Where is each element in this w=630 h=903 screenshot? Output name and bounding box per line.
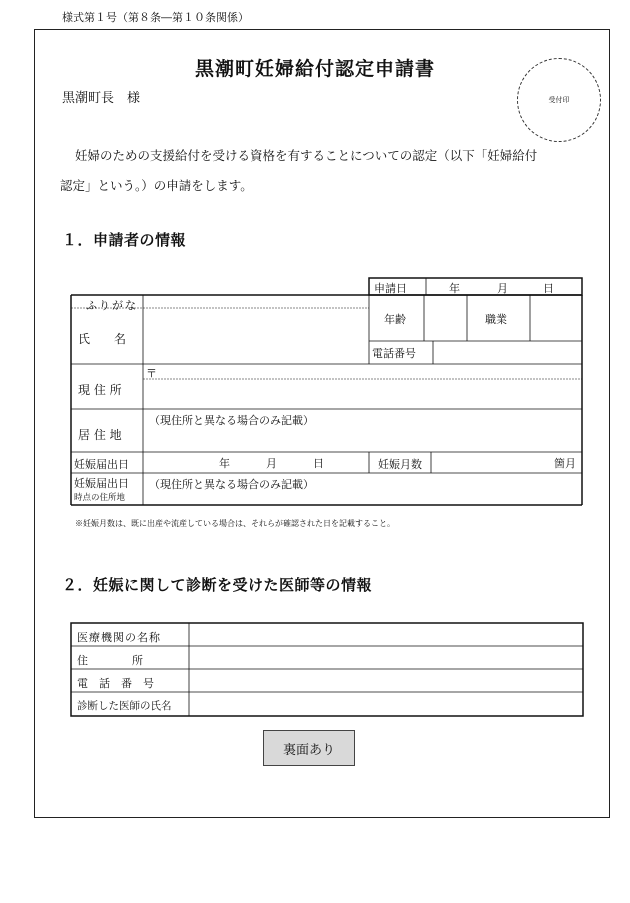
name-label: 氏 名 — [78, 332, 127, 346]
table-row-label: 住 所 — [77, 654, 143, 667]
name-input[interactable] — [146, 310, 366, 362]
table-row-label: 医療機関の名称 — [77, 631, 161, 644]
date-day: 日 — [543, 282, 554, 295]
furigana-label: ふりがな — [86, 299, 138, 312]
age-label: 年齢 — [384, 313, 406, 326]
date-year: 年 — [449, 282, 460, 295]
section1-heading: １．申請者の情報 — [62, 231, 187, 249]
months-unit: 箇月 — [554, 457, 576, 470]
back-side-button[interactable]: 裏面あり — [263, 730, 355, 766]
pregnancy-address-note: （現住所と異なる場合のみ記載） — [149, 478, 314, 491]
stamp-label: 受付印 — [548, 96, 570, 104]
postal-mark: 〒 — [146, 367, 157, 380]
table-row-label: 電 話 番 号 — [77, 677, 154, 690]
intro-line-1: 妊婦のための支援給付を受ける資格を有することについての認定（以下「妊婦給付 — [75, 148, 538, 163]
form-title: 黒潮町妊婦給付認定申請書 — [194, 58, 435, 80]
preg-day: 日 — [313, 457, 324, 470]
residence-label: 居 住 地 — [78, 428, 122, 442]
occupation-label: 職業 — [485, 313, 507, 326]
table-row-label: 診断した医師の氏名 — [77, 700, 172, 712]
residence-note: （現住所と異なる場合のみ記載） — [149, 414, 314, 427]
pregnancy-date-label: 妊娠届出日 — [74, 458, 129, 471]
date-month: 月 — [497, 282, 508, 295]
phone-label: 電話番号 — [372, 347, 416, 360]
pregnancy-address-label-2: 時点の住所地 — [74, 493, 126, 503]
pregnancy-months-label: 妊娠月数 — [378, 458, 422, 471]
preg-year: 年 — [219, 457, 230, 470]
months-footnote: ※妊娠月数は、既に出産や流産している場合は、それらが確認された日を記載すること。 — [75, 519, 395, 528]
application-date-label: 申請日 — [374, 282, 407, 295]
pregnancy-address-label-1: 妊娠届出日 — [74, 477, 129, 490]
addressee: 黒潮町長 様 — [62, 91, 141, 106]
section2-heading: ２．妊娠に関して診断を受けた医師等の情報 — [62, 576, 373, 594]
address-label: 現 住 所 — [78, 383, 122, 397]
intro-line-2: 認定」という。）の申請をします。 — [60, 178, 253, 193]
preg-month: 月 — [266, 457, 277, 470]
form-number: 様式第１号（第８条―第１０条関係） — [62, 11, 249, 24]
